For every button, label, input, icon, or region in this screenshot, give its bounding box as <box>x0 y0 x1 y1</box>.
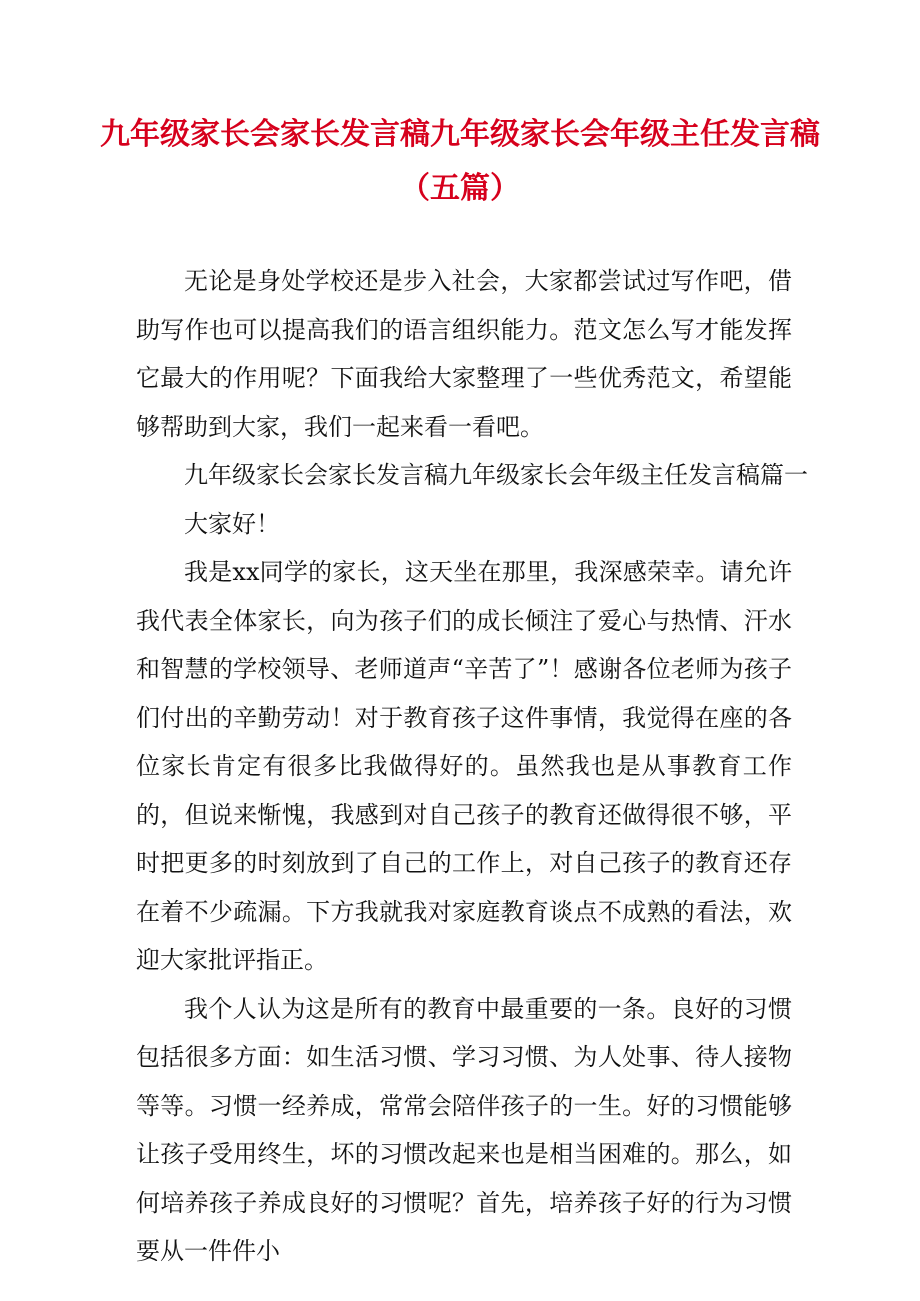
habits-paragraph: 我个人认为这是所有的教育中最重要的一条。良好的习惯包括很多方面：如生活习惯、学习习惯、为人处事、待人接物等等。习惯一经养成，常常会陪伴孩子的一生。好的习惯能够让孩子受用终生，坏的习惯改起来也是相当困难的。那么，如何培养孩子养成良好的习惯呢？首先，培养孩子好的行为习惯要从一件件小 <box>136 994 792 1265</box>
document-title: 九年级家长会家长发言稿九年级家长会年级主任发言稿（五篇） <box>100 117 820 206</box>
greeting-paragraph: 大家好！ <box>184 509 280 538</box>
section-heading: 九年级家长会家长发言稿九年级家长会年级主任发言稿篇一 <box>184 461 808 489</box>
intro-paragraph: 无论是身处学校还是步入社会，大家都尝试过写作吧，借助写作也可以提高我们的语言组织能力。范文怎么写才能发挥它最大的作用呢？下面我给大家整理了一些优秀范文，希望能够帮助到大家，我们一起来看一看吧。 <box>136 267 792 441</box>
document-body <box>136 257 808 1276</box>
speech-paragraph: 我是xx同学的家长，这天坐在那里，我深感荣幸。请允许我代表全体家长，向为孩子们的成长倾注了爱心与热情、汗水和智慧的学校领导、老师道声“辛苦了”！感谢各位老师为孩子们付出的辛勤劳动！对于教育孩子这件事情，我觉得在座的各位家长肯定有很多比我做得好的。虽然我也是从事教育工作的，但说来惭愧，我感到对自己孩子的教育还做得很不够，平时把更多的时刻放到了自己的工作上，对自己孩子的教育还存在着不少疏漏。下方我就我对家庭教育谈点不成熟的看法，欢迎大家批评指正。 <box>136 558 792 974</box>
